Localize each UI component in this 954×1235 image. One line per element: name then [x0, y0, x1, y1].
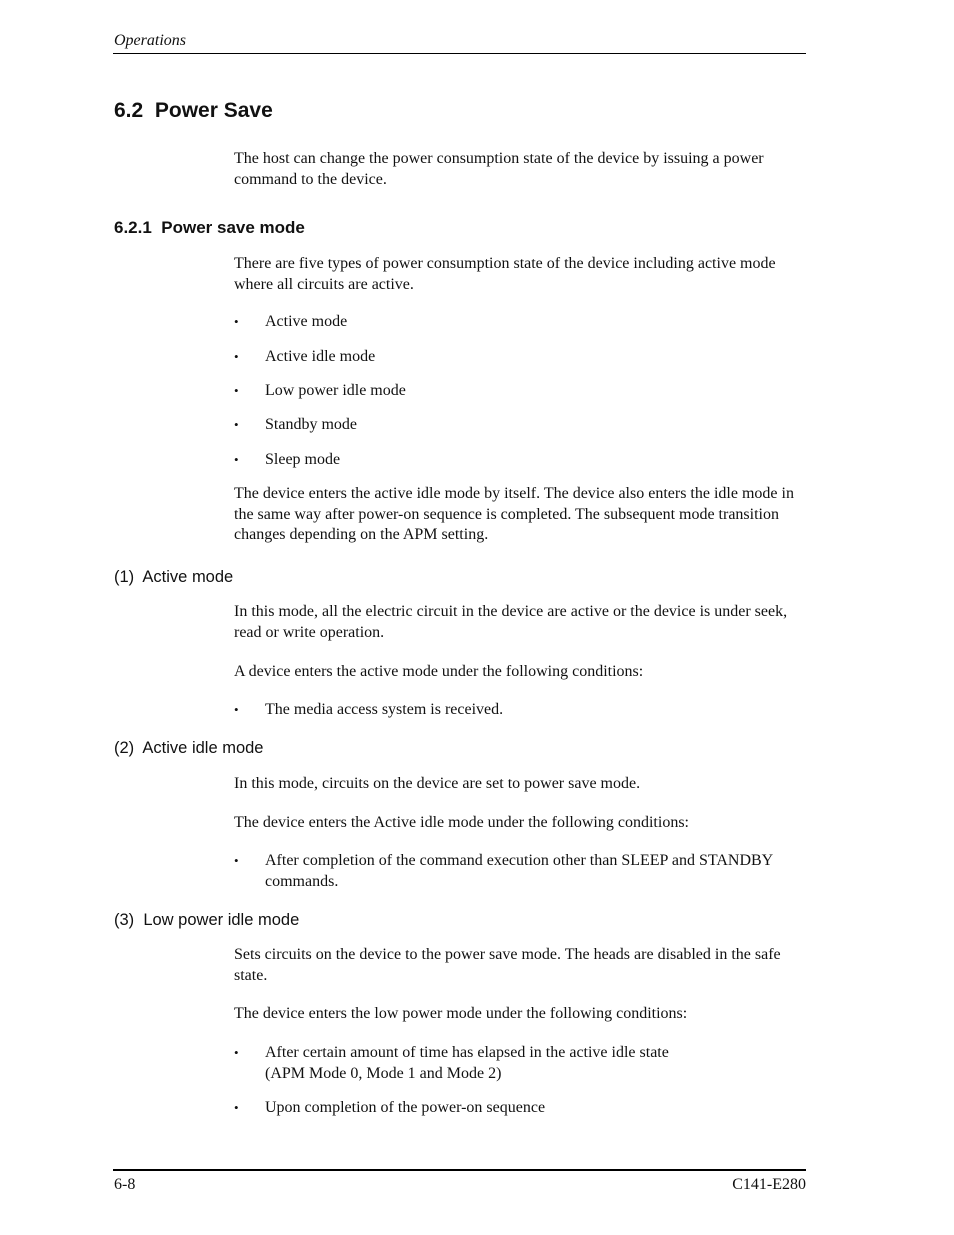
document-code: C141-E280 [732, 1176, 806, 1193]
bullet-icon: • [234, 853, 239, 868]
bullet-icon: • [234, 349, 239, 364]
bullet-icon: • [234, 702, 239, 717]
bullet-icon: • [234, 314, 239, 329]
low-power-idle-mode-conditions-intro: The device enters the low power mode under the following conditions: [234, 1005, 688, 1022]
active-mode-description: In this mode, all the electric circuit in the device are active or the device is under seek, read or write operation. [234, 603, 788, 641]
subsection-title: 6.2.1 Power save mode [114, 218, 305, 237]
bullet-icon: • [234, 452, 239, 467]
section-title: 6.2 Power Save [114, 99, 273, 122]
active-mode-conditions-intro: A device enters the active mode under the following conditions: [234, 663, 644, 680]
running-header: Operations [114, 32, 186, 49]
low-power-idle-mode-heading: (3) Low power idle mode [114, 911, 300, 929]
active-idle-mode-description: In this mode, circuits on the device are set to power save mode. [234, 775, 641, 792]
bullet-icon: • [234, 1100, 239, 1115]
page-number: 6-8 [114, 1176, 136, 1193]
mode-transition-paragraph: The device enters the active idle mode by itself. The device also enters the idle mode in the same way after power-on sequence is completed. The subsequent mode transition changes depending on the APM setting. [234, 485, 794, 543]
footer-rule [113, 1169, 806, 1171]
subsection-intro: There are five types of power consumption state of the device including active mode where all circuits are active. [234, 255, 776, 293]
header-rule [113, 53, 806, 54]
low-power-idle-mode-description: Sets circuits on the device to the power save mode. The heads are disabled in the safe state. [234, 946, 781, 984]
bullet-icon: • [234, 383, 239, 398]
active-mode-heading: (1) Active mode [114, 568, 234, 586]
active-idle-mode-conditions-intro: The device enters the Active idle mode under the following conditions: [234, 814, 689, 831]
section-intro: The host can change the power consumption state of the device by issuing a power command to the device. [234, 150, 764, 188]
active-idle-mode-heading: (2) Active idle mode [114, 739, 264, 757]
bullet-icon: • [234, 417, 239, 432]
bullet-icon: • [234, 1045, 239, 1060]
